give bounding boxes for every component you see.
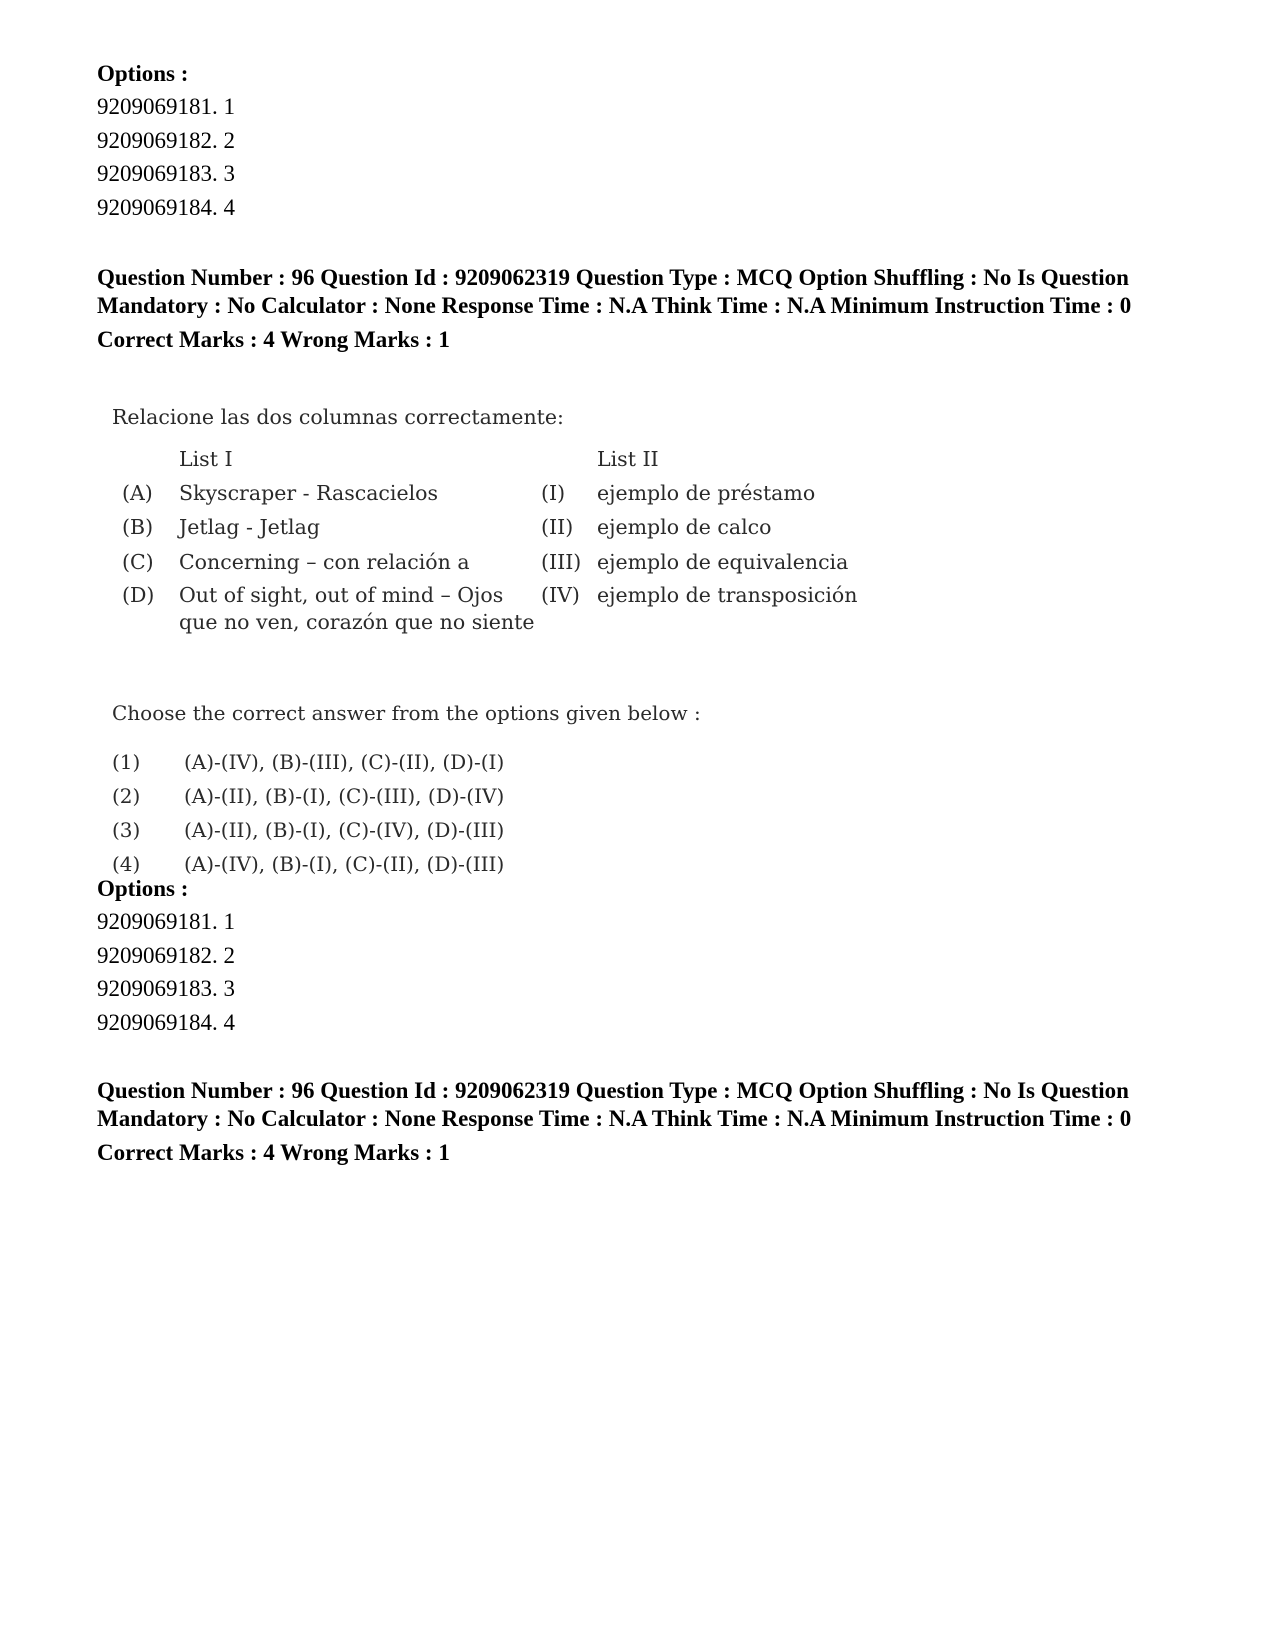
answer-number: (3) [112,818,141,842]
list2-text: ejemplo de transposición [597,583,858,607]
list1-text: Concerning – con relación a [179,550,470,574]
option-item: 9209069181. 1 [97,94,235,119]
question-header-2 [97,1077,1197,1168]
question-header-1 [97,264,1197,355]
list1-text: Jetlag - Jetlag [179,515,320,539]
list1-header: List I [179,447,233,471]
option-item: 9209069182. 2 [97,127,235,153]
list2-label: (III) [541,550,582,574]
option-item: 9209069183. 3 [97,161,235,186]
question-stem: Relacione las dos columnas correctamente: [112,405,564,429]
list2-text: ejemplo de equivalencia [597,550,849,574]
option-item: 9209069182. 2 [97,942,235,968]
answer-text: (A)-(II), (B)-(I), (C)-(IV), (D)-(III) [184,818,505,842]
option-item: 9209069184. 4 [97,1009,235,1035]
answer-number: (2) [112,784,141,808]
option-item: 9209069181. 1 [97,909,235,934]
question-meta: Question Number : 96 Question Id : 9209062319 Question Type : MCQ Option Shuffling : No Is Question Mandatory : No Calculator : None Response Time : N.A Think Time : N.A Minimum Instruction Time : 0 [97,265,1132,318]
list1-text: Out of sight, out of mind – Ojos [179,583,504,607]
list2-header: List II [597,447,659,471]
list1-label: (C) [122,550,154,574]
answer-text: (A)-(IV), (B)-(III), (C)-(II), (D)-(I) [184,750,505,774]
answer-text: (A)-(IV), (B)-(I), (C)-(II), (D)-(III) [184,852,505,876]
option-item: 9209069184. 4 [97,194,235,220]
question-marks: Correct Marks : 4 Wrong Marks : 1 [97,327,450,352]
list2-text: ejemplo de préstamo [597,481,816,505]
list2-label: (IV) [541,583,580,607]
answer-text: (A)-(II), (B)-(I), (C)-(III), (D)-(IV) [184,784,505,808]
question-body [112,405,892,885]
list1-text: Skyscraper - Rascacielos [179,481,439,505]
list2-label: (I) [541,481,566,505]
list1-text-continued: que no ven, corazón que no siente [179,610,535,634]
answer-number: (1) [112,750,141,774]
list2-label: (II) [541,515,574,539]
question-meta: Question Number : 96 Question Id : 9209062319 Question Type : MCQ Option Shuffling : No Is Question Mandatory : No Calculator : None Response Time : N.A Think Time : N.A Minimum Instruction Time : 0 [97,1078,1132,1131]
list1-label: (D) [122,583,155,607]
options-block-1 [97,57,1197,224]
options-block-2 [97,872,1197,1039]
options-title: Options : [97,61,189,86]
question-marks: Correct Marks : 4 Wrong Marks : 1 [97,1140,450,1165]
option-item: 9209069183. 3 [97,976,235,1001]
options-title: Options : [97,876,189,901]
list1-label: (A) [122,481,153,505]
answer-number: (4) [112,852,141,876]
list2-text: ejemplo de calco [597,515,772,539]
choose-instruction: Choose the correct answer from the options given below : [112,701,701,725]
list1-label: (B) [122,515,154,539]
